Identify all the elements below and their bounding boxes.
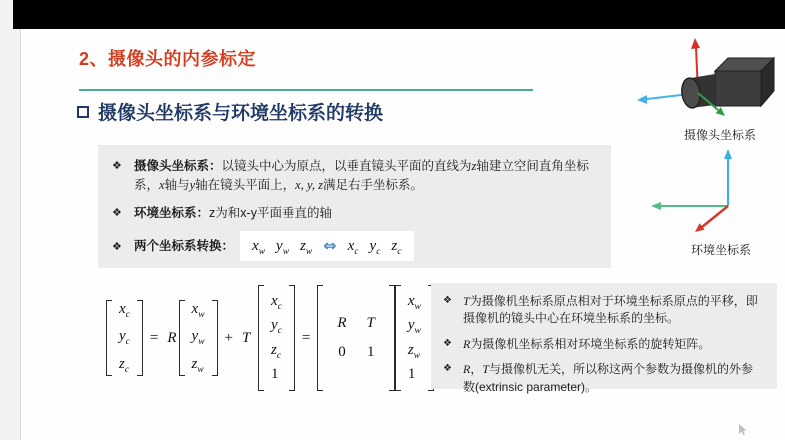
note-translation: [443, 293, 765, 328]
camera-axis-left-arrowhead-icon: [637, 95, 647, 104]
note-extrinsic-parameter: [443, 361, 765, 396]
env-axis-down-left: [702, 206, 728, 227]
list-item-coordinate-conversion: [112, 231, 597, 261]
camera-body-front-face: [715, 71, 761, 106]
environment-diagram-label: 环境坐标系: [691, 243, 752, 257]
list-item-camera-coordinate: [112, 157, 597, 195]
note-text: R，T与摄像机无关，所以称这两个参数为摄像机的外参数(extrinsic parameter)。: [463, 362, 754, 394]
title-underline: [79, 89, 533, 91]
vector-world-xyz: $x_w$ $y_w$ $z_w$: [179, 300, 218, 376]
notes-panel: [431, 283, 777, 394]
equation-rotation-translation: $x_c$ $y_c$ $z_c$ = R $x_w$ $y_w$ $z_w$ + T: [106, 300, 252, 376]
camera-diagram-label: 摄像头坐标系: [684, 128, 757, 142]
right-bracket: [212, 300, 218, 376]
page-title: 2、摄像头的内参标定: [79, 49, 257, 69]
diamond-bullet-icon: ❖: [112, 206, 122, 219]
diamond-bullet-icon: ❖: [443, 295, 452, 306]
note-text: R为摄像机坐标系相对环境坐标系的旋转矩阵。: [463, 336, 711, 351]
slide-canvas: [20, 29, 785, 440]
equation-homogeneous-form: $x_c$ $y_c$ $z_c$ 1 = R T 0 1 $x_w$ $y_w$ $z_w$ 1: [258, 285, 434, 391]
double-arrow-icon: ⇔: [323, 236, 337, 256]
note-text: T为摄像机坐标系原点相对于环境坐标系原点的平移，即摄像机的镜头中心在环境坐标系的坐标。: [463, 294, 758, 326]
right-bracket: [289, 285, 295, 391]
right-bracket: [137, 300, 143, 376]
definitions-panel: [98, 145, 611, 268]
env-axis-up-arrowhead-icon: [724, 149, 732, 159]
vector-camera-xyz: $x_c$ $y_c$ $z_c$: [106, 300, 143, 376]
mouse-cursor-icon: [739, 424, 748, 436]
list-item-world-coordinate: [112, 204, 597, 223]
diamond-bullet-icon: ❖: [112, 240, 122, 253]
section-heading: [77, 98, 383, 125]
diamond-bullet-icon: ❖: [443, 363, 452, 375]
section-heading-text: 摄像头坐标系与环境坐标系的转换: [98, 103, 384, 124]
definition-text: 摄像头坐标系：以镜头中心为原点，以垂直镜头平面的直线为z轴建立空间直角坐标系，x轴与y轴在镜头平面上，x, y, z满足右手坐标系。: [134, 159, 589, 192]
vector-camera-homogeneous: $x_c$ $y_c$ $z_c$ 1: [258, 285, 295, 391]
definition-text: 环境坐标系：z为和x-y平面垂直的轴: [134, 205, 332, 220]
conversion-formula: $x_w$ $y_w$ $z_w$ ⇔ $x_c$ $y_c$ $z_c$: [240, 231, 413, 261]
vector-world-homogeneous: $x_w$ $y_w$ $z_w$ 1: [395, 285, 434, 391]
note-rotation: [443, 336, 765, 353]
square-bullet-icon: [77, 106, 89, 118]
diamond-bullet-icon: ❖: [112, 160, 122, 172]
environment-coordinate-diagram: [631, 141, 781, 241]
env-axis-left-arrowhead-icon: [651, 202, 661, 210]
matrix-R-T-0-1: R T 0 1: [317, 285, 395, 391]
diamond-bullet-icon: ❖: [443, 337, 452, 349]
camera-axis-up-arrowhead-icon: [691, 38, 700, 49]
camera-coordinate-diagram: [629, 31, 779, 131]
top-black-bar: [13, 0, 785, 29]
definition-text: 两个坐标系转换：: [134, 238, 235, 253]
